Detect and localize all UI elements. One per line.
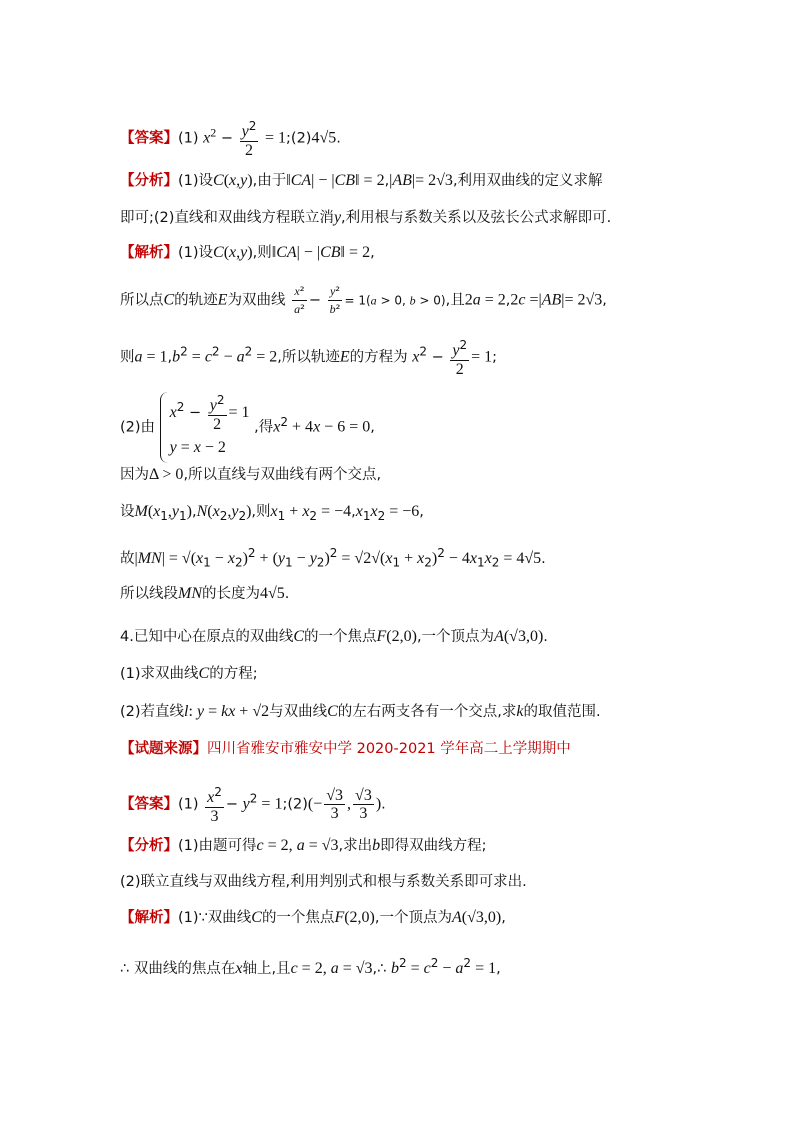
prev-solution-line-2: 所以点C的轨迹E为双曲线 $\frac{\text{x²}}{\text{a²}}$ − $\frac{\text{y²}}{\text{b²}}$ = 1(a > 0, b > 0),且2a = 2,2c =|AB|= 2√3, [120,284,607,316]
prev-solution-line-8: 所以线段MN的长度为4√5. [120,585,290,602]
prev-analysis-line-2: 即可;(2)直线和双曲线方程联立消y,利用根与系数关系以及弦长公式求解即可. [120,209,612,226]
problem-4-q2: (2)若直线l: y = kx + √2与双曲线C的左右两支各有一个交点,求k的取值范围. [120,703,601,720]
source-text: 四川省雅安市雅安中学 2020-2021 学年高二上学期期中 [207,741,571,757]
problem-4-q1: (1)求双曲线C的方程; [120,665,258,682]
prev-answer: 【答案】(1) $x^2$ − $\frac{y^2}{2}$ = 1;(2)4√5. [120,119,341,159]
problem-4-answer: 【答案】(1) $\frac{x^2}{3}$ − $y^2$ = 1;(2)(− $\frac{√3}{3}$ , $\frac{√3}{3}$ ). [120,785,386,825]
problem-4-analysis-line-2: (2)联立直线与双曲线方程,利用判别式和根与系数关系即可求出. [120,874,527,890]
prev-solution-line-1: 【解析】(1)设C(x,y),则‖CA| − |CB‖ = 2, [120,244,375,261]
prev-solution-line-3: 则$a = 1,b^2 = c^2 - a^2 = 2$,所以轨迹E的方程为 $x^2$ − $\frac{y^2}{2}$ = 1; [120,338,498,378]
problem-4-solution-line-2: ∴ 双曲线的焦点在x轴上,且c = 2, a = √3,∴ $b^2 = c^2 - a^2 = 1$, [120,956,501,977]
prev-solution-line-7: 故$|MN| = √(x_1 - x_2)^2 + (y_1 - y_2)^2 = √2√(x_1 + x_2)^2 - 4x_1x_2 = 4√5$. [120,546,546,570]
problem-4-source [120,739,571,759]
equation-system: $x^2$ − $\frac{y^2}{2}$ = 1 y = x − 2 [160,392,250,463]
solution-tag: 【解析】 [120,245,178,261]
prev-solution-line-4: (2)由 $x^2$ − $\frac{y^2}{2}$ = 1 y = x − 2 ,得$x^2 + 4x - 6 = 0$, [120,392,375,463]
problem-4-stem: 4.已知中心在原点的双曲线C的一个焦点F(2,0),一个顶点为A(√3,0). [120,628,548,645]
prev-analysis-line-1: 【分析】(1)设C(x,y),由于‖CA| − |CB‖ = 2,|AB|= 2√3,利用双曲线的定义求解 [120,172,603,189]
answer-tag: 【答案】 [120,130,178,147]
analysis-tag: 【分析】 [120,838,178,854]
source-tag: 【试题来源】 [120,741,207,757]
answer-tag: 【答案】 [120,796,178,813]
problem-4-solution-line-1: 【解析】(1)∵双曲线C的一个焦点F(2,0),一个顶点为A(√3,0), [120,909,506,926]
solution-tag: 【解析】 [120,910,178,926]
problem-4-analysis-line-1: 【分析】(1)由题可得c = 2, a = √3,求出b即得双曲线方程; [120,837,487,854]
analysis-tag: 【分析】 [120,173,178,189]
prev-solution-line-5: 因为Δ > 0,所以直线与双曲线有两个交点, [120,466,382,483]
prev-solution-line-6: 设$M(x_1,y_1),N(x_2,y_2)$,则$x_1 + x_2 = -4,x_1x_2 = -6$, [120,503,424,523]
